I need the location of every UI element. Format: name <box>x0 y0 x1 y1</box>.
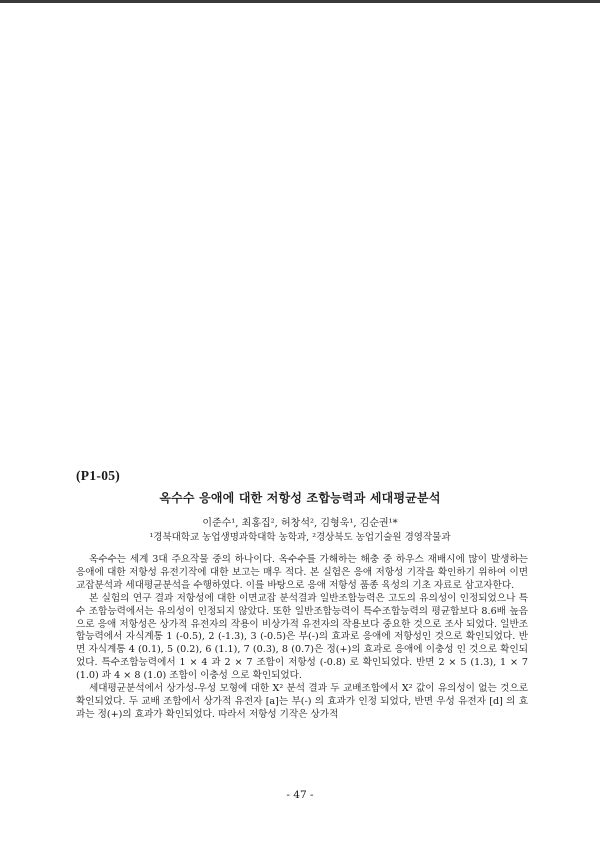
affiliation-list: ¹경북대학교 농업생명과학대학 농학과, ²경상북도 농업기술원 경영작물과 <box>149 532 451 543</box>
paper-title: 옥수수 응애에 대한 저항성 조합능력과 세대평균분석 <box>159 491 441 505</box>
author-list: 이준수¹, 최홍집², 허창석², 김형욱¹, 김순권¹* <box>202 518 398 529</box>
abstract-paragraph: 본 실험의 연구 결과 저항성에 대한 이면교잡 분석결과 일반조합능력은 고도의 유의성이 인정되었으나 특수 조합능력에서는 유의성이 인정되지 않았다. 또한 일반조합능력이 특수조합능력의 평균합보다 8.6배 높음으로 응애 저항성은 상가적 유전자의 작용이 비상가적 유전자의 작용보다 중요한 것으로 조사 되었다. 일반조합능력에서 자식계통 1 (-0.5), 2 (-1.3), 3 (-0.5)은 부(-)의 효과로 응애에 저항성인 것으로 확인되었다. 반면 자식계통 4 (0.1), 5 (0.2), 6 (1.1), 7 (0.3), 8 (0.7)은 정(+)의 효과로 응애에 이충성 인 것으로 확인되었다. 특수조합능력에서 1 × 4 과 2 × 7 조합이 저항성 (-0.8) 로 확인되었다. 반면 2 × 5 (1.3), 1 × 7 (1.0) 과 4 × 8 (1.0) 조합이 이충성 으로 확인되었다. <box>76 592 528 682</box>
abstract-paragraph: 옥수수는 세계 3대 주요작물 중의 하나이다. 옥수수를 가해하는 해충 중 하우스 재배시에 많이 발생하는 응애에 대한 저항성 유전기작에 대한 보고는 매우 적다. 본 실험은 응애 저항성 기작을 확인하기 위하여 이면교잡분석과 세대평균분석을 수행하였다. 이를 바탕으로 응애 저항성 품종 육성의 기초 자료로 삼고자한다. <box>76 554 528 591</box>
page-top-edge <box>0 0 600 3</box>
abstract-code: (P1-05) <box>76 468 121 483</box>
abstract-body <box>76 554 528 722</box>
abstract-paragraph: 세대평균분석에서 상가성-우성 모형에 대한 X² 분석 결과 두 교배조합에서 X² 값이 유의성이 없는 것으로 확인되었다. 두 교배 조합에서 상가적 유전자 [a]는 부(-) 의 효과가 인정 되었다, 반면 우성 유전자 [d] 의 효과는 정(+)의 효과가 확인되었다. 따라서 저항성 기작은 상가적 <box>76 683 528 720</box>
page-number: - 47 - <box>286 789 314 801</box>
